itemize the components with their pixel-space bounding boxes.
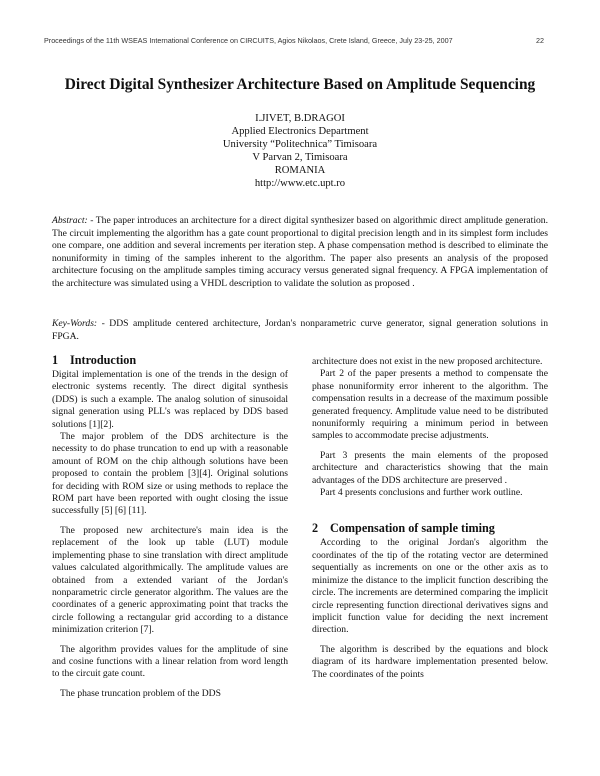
author-country: ROMANIA xyxy=(274,165,326,177)
paragraph-gap xyxy=(52,681,288,688)
section-1-paragraph: Part 2 of the paper presents a method to compensate the phase nonuniformity error inherent to the algorithm. The compensation results in a decrease of the maximum possible generated frequency. Amplitude value need to be distributed nonuniformly requiring a minimum period in between samples to accommodate precise adjustments. xyxy=(312,368,548,442)
page-number: 22 xyxy=(536,36,544,45)
author-department: Applied Electronics Department xyxy=(231,126,369,138)
paper-title: Direct Digital Synthesizer Architecture Based on Amplitude Sequencing xyxy=(64,76,536,93)
abstract-text: The paper introduces an architecture for a direct digital synthesizer based on algorithmic direct amplitude generation. The circuit implementing the algorithm has a gate count proportional to digital precision length and in its simplest form includes one compare, one addition and several increments per iteration step. A phase compensation method is described to eliminate the nonuniformity in timing of the samples inherent to the algorithm. The paper also presents an analysis of the proposed architecture focusing on the amplitude samples timing accuracy versus generated signal frequency. A FPGA implementation of the architecture was simulated using a VHDL description to validate the solution as proposed . xyxy=(52,215,548,289)
section-1-paragraph: architecture does not exist in the new proposed architecture. xyxy=(312,356,543,367)
paragraph-gap xyxy=(52,637,288,644)
section-1-paragraph: The major problem of the DDS architecture is the necessity to do phase truncation to end up with a reasonable amount of ROM on the chip although solutions have been proposed to contain the problem [3][4]. Original solutions for deciding with ROM size or using methods to replace the ROM part have been reported with ought closing the issue successfully [5] [6] [11]. xyxy=(52,431,288,517)
keywords xyxy=(52,318,548,343)
section-2-heading xyxy=(312,521,548,536)
section-2-paragraph: According to the original Jordan's algorithm the coordinates of the tip of the rotating vector are determined sequentially as increments on one or the other axis as to minimize the distance to the implicit function describing the circle. The increments are determined comparing the implicit circle representing function directional derivatives signs and implicit function value for deciding the next increment direction. xyxy=(312,537,548,636)
paragraph-gap xyxy=(312,443,548,450)
running-header xyxy=(44,36,554,45)
section-1-heading xyxy=(52,353,288,368)
paragraph-gap xyxy=(52,518,288,525)
section-1-paragraph: The algorithm provides values for the amplitude of sine and cosine functions with a linear relation from word length to the circuit gate count. xyxy=(52,643,288,680)
paragraph-gap xyxy=(312,637,548,644)
proceedings-line: Proceedings of the 11th WSEAS International Conference on CIRCUITS, Agios Nikolaos, Crete Island, Greece, July 23-25, 2007 xyxy=(44,36,453,45)
section-2-number: 2 xyxy=(312,521,319,536)
keywords-text: DDS amplitude centered architecture, Jordan's nonparametric curve generator, signal generation solutions in FPGA. xyxy=(52,318,548,342)
left-column xyxy=(52,353,288,700)
keywords-label: Key-Words: - xyxy=(52,318,105,329)
right-column xyxy=(312,356,548,681)
author-address: V Parvan 2, Timisoara xyxy=(252,152,348,164)
section-1-number: 1 xyxy=(52,353,59,367)
section-2-title: Compensation of sample timing xyxy=(330,521,495,536)
author-url[interactable]: http://www.etc.upt.ro xyxy=(254,178,346,190)
section-1-paragraph: Part 4 presents conclusions and further work outline. xyxy=(320,487,523,499)
author-block xyxy=(150,112,450,191)
abstract xyxy=(52,215,548,290)
abstract-label: Abstract: - xyxy=(52,215,94,226)
section-2-paragraph: The algorithm is described by the equations and block diagram of its hardware implementation presented below. The coordinates of the points xyxy=(312,643,548,680)
author-university: University “Politechnica” Timisoara xyxy=(222,139,378,151)
section-1-paragraph: The proposed new architecture's main idea is the replacement of the look up table (LUT) module implementing phase to sine translation with direct amplitude values calculated algorithmically. The amplitude values are obtained from a extended variant of the Jordan's nonparametric circle generator algorithm. The values are the coordinates of a generic approximating point that tracks the circle following a rectangular grid according to a distance minimization criterion [7]. xyxy=(52,524,288,636)
section-1-title: Introduction xyxy=(70,353,137,367)
section-gap xyxy=(312,499,548,521)
section-1-paragraph: Digital implementation is one of the trends in the design of electronic systems recently. The direct digital synthesis (DDS) is such a example. The analog solution of sinusoidal signal generation using PLL's was replaced by DDS based solutions [1][2]. xyxy=(52,369,288,430)
author-names: I.JIVET, B.DRAGOI xyxy=(255,113,345,124)
section-1-paragraph: Part 3 presents the main elements of the proposed architecture and characteristics showing that the main advantages of the DDS architecture are preserved . xyxy=(312,449,548,486)
section-1-paragraph: The phase truncation problem of the DDS xyxy=(60,687,221,699)
